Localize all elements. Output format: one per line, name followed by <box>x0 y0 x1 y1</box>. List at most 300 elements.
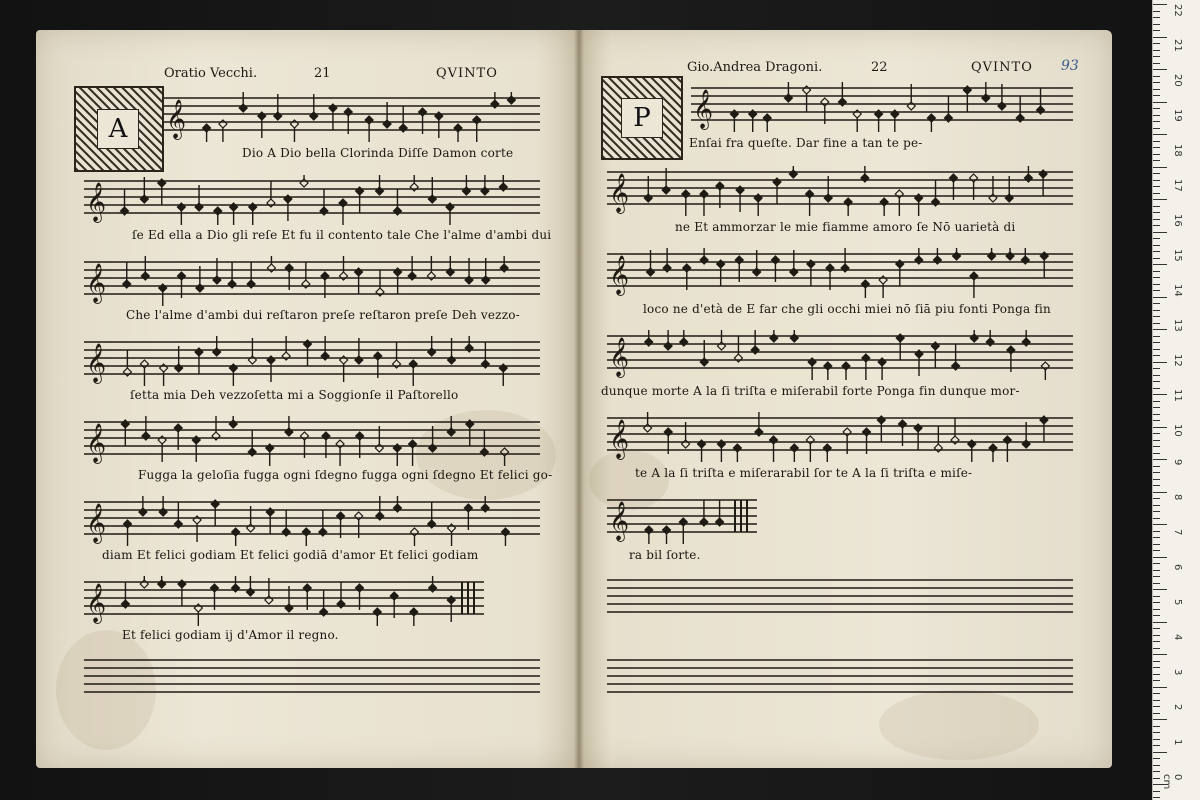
note <box>267 181 275 207</box>
ruler-number: 20 <box>1172 74 1183 87</box>
note <box>1021 248 1029 264</box>
ruler-tick <box>1153 654 1167 655</box>
note <box>716 500 724 526</box>
ruler-tick <box>1153 667 1160 668</box>
initial-letter: A <box>97 109 139 149</box>
note <box>499 364 507 386</box>
note <box>321 336 329 360</box>
note <box>355 268 363 294</box>
note <box>751 330 759 354</box>
decorated-initial-p <box>601 76 683 160</box>
ruler-tick <box>1153 440 1160 441</box>
note <box>932 180 940 206</box>
lyric-line: ne Et ammorzar le mie fiamme amoro ſe Nō uarietà di <box>675 220 1016 234</box>
note <box>841 248 849 272</box>
ruler-tick <box>1153 167 1167 168</box>
note <box>968 440 976 462</box>
note <box>248 430 256 456</box>
note <box>808 358 816 380</box>
note <box>663 526 671 544</box>
note <box>500 256 508 272</box>
note <box>986 330 994 346</box>
lyric-line: Che l'alme d'ambi dui reſtaron preſe reſtaron preſe Deh vezzo- <box>126 308 520 322</box>
ruler-tick <box>1153 63 1160 64</box>
note <box>319 510 327 536</box>
note <box>499 175 507 191</box>
note <box>356 187 364 213</box>
note <box>1024 166 1032 182</box>
note <box>807 260 815 286</box>
note <box>700 190 708 216</box>
note <box>123 350 131 376</box>
svg-text:𝄞: 𝄞 <box>609 419 630 459</box>
note <box>229 364 237 386</box>
note <box>290 120 298 142</box>
note <box>879 276 887 298</box>
note <box>195 348 203 374</box>
ruler-tick <box>1153 316 1160 317</box>
ruler-number: 10 <box>1172 424 1183 437</box>
lyric-line: Et felici godiam ij d'Amor il regno. <box>122 628 339 642</box>
ruler-tick <box>1153 128 1160 129</box>
ruler-tick <box>1153 394 1167 395</box>
ruler-tick <box>1153 557 1167 558</box>
note <box>679 518 687 544</box>
left-page-number: 21 <box>314 66 331 81</box>
note <box>507 92 515 104</box>
ruler-tick <box>1153 362 1167 363</box>
note <box>944 96 952 122</box>
note <box>790 444 798 462</box>
note <box>230 203 238 225</box>
measurement-ruler <box>1152 0 1200 800</box>
note <box>160 364 168 386</box>
ruler-tick <box>1153 589 1167 590</box>
note <box>951 418 959 444</box>
music-staff <box>84 576 484 626</box>
ruler-tick <box>1153 37 1167 38</box>
ruler-tick <box>1153 518 1160 519</box>
note <box>124 520 132 546</box>
note <box>194 604 202 626</box>
ruler-tick <box>1153 544 1160 545</box>
ruler-tick <box>1153 349 1160 350</box>
ruler-tick <box>1153 791 1160 792</box>
note <box>501 528 509 546</box>
ruler-tick <box>1153 271 1160 272</box>
ruler-tick <box>1153 752 1167 753</box>
ruler-tick <box>1153 446 1160 447</box>
note <box>339 256 347 280</box>
note <box>428 336 436 356</box>
note <box>733 444 741 462</box>
note <box>158 179 166 205</box>
note <box>878 358 886 380</box>
note <box>481 496 489 512</box>
note <box>838 82 846 106</box>
ruler-tick <box>1153 537 1160 538</box>
note <box>429 576 437 592</box>
ruler-tick <box>1153 765 1160 766</box>
ruler-tick <box>1153 50 1160 51</box>
left-page <box>36 30 579 768</box>
ruler-tick <box>1153 186 1160 187</box>
ruler-tick <box>1153 108 1160 109</box>
ruler-tick <box>1153 615 1160 616</box>
note <box>895 190 903 216</box>
ruler-tick <box>1153 732 1160 733</box>
note <box>988 248 996 260</box>
note <box>393 189 401 215</box>
right-page <box>579 30 1112 768</box>
note <box>304 340 312 366</box>
ruler-tick <box>1153 531 1160 532</box>
note <box>393 444 401 466</box>
note <box>481 175 489 195</box>
note <box>447 416 455 436</box>
note <box>376 270 384 296</box>
ruler-tick <box>1153 355 1160 356</box>
note <box>214 207 222 225</box>
ruler-number: 5 <box>1172 599 1183 606</box>
ruler-tick <box>1153 30 1160 31</box>
right-composer: Gio.Andrea Dragoni. <box>687 60 823 75</box>
note <box>1006 248 1014 260</box>
ruler-number: 14 <box>1172 284 1183 297</box>
music-staff <box>607 412 1073 462</box>
note <box>258 112 266 138</box>
handwritten-folio-number: 93 <box>1061 58 1079 74</box>
note <box>192 436 200 462</box>
note <box>717 330 725 350</box>
note <box>645 526 653 544</box>
note <box>410 608 418 626</box>
note <box>952 344 960 370</box>
ruler-tick <box>1153 414 1160 415</box>
note <box>302 262 310 288</box>
svg-text:𝄞: 𝄞 <box>86 343 107 383</box>
open-music-book <box>36 30 1112 768</box>
note <box>320 590 328 616</box>
ruler-tick <box>1153 329 1167 330</box>
note <box>446 256 454 276</box>
note <box>1016 96 1024 122</box>
ruler-tick <box>1153 719 1167 720</box>
svg-text:𝄞: 𝄞 <box>86 503 107 543</box>
ruler-tick <box>1153 420 1160 421</box>
note <box>249 203 257 225</box>
ruler-tick <box>1153 82 1160 83</box>
note <box>466 420 474 446</box>
note <box>228 262 236 288</box>
note <box>446 203 454 225</box>
note <box>285 416 293 436</box>
ruler-tick <box>1153 479 1160 480</box>
note <box>462 175 470 195</box>
note <box>717 260 725 286</box>
note <box>178 580 186 606</box>
ruler-number: 22 <box>1172 4 1183 17</box>
note <box>302 528 310 546</box>
ruler-number: 13 <box>1172 319 1183 332</box>
ruler-tick <box>1153 622 1167 623</box>
note <box>121 189 129 215</box>
music-staff <box>607 166 1073 216</box>
note <box>340 356 348 382</box>
ruler-tick <box>1153 498 1160 499</box>
note <box>247 262 255 288</box>
svg-text:𝄞: 𝄞 <box>86 423 107 463</box>
note <box>282 336 290 360</box>
lyric-line: ra bil ſorte. <box>629 548 701 562</box>
note <box>232 528 240 546</box>
ruler-tick <box>1153 264 1167 265</box>
ruler-number: 7 <box>1172 529 1183 536</box>
ruler-tick <box>1153 466 1160 467</box>
initial-letter: P <box>621 98 663 138</box>
ruler-tick <box>1153 388 1160 389</box>
ruler-tick <box>1153 134 1167 135</box>
music-staff <box>84 496 540 546</box>
note <box>970 272 978 298</box>
ruler-tick <box>1153 95 1160 96</box>
svg-text:𝄞: 𝄞 <box>166 99 187 139</box>
ruler-tick <box>1153 56 1160 57</box>
note <box>664 330 672 350</box>
ruler-tick <box>1153 648 1160 649</box>
note <box>803 86 811 112</box>
note <box>427 256 435 280</box>
note <box>1022 330 1030 346</box>
ruler-tick <box>1153 472 1160 473</box>
ruler-tick <box>1153 771 1160 772</box>
note <box>700 248 708 264</box>
music-staff <box>607 330 1073 380</box>
note <box>282 510 290 536</box>
note <box>473 116 481 142</box>
ruler-number: 0 cm <box>1161 774 1183 790</box>
ruler-tick <box>1153 212 1160 213</box>
note <box>159 284 167 306</box>
note <box>501 448 509 466</box>
svg-text:𝄞: 𝄞 <box>609 337 630 377</box>
ruler-tick <box>1153 199 1167 200</box>
note <box>663 248 671 272</box>
note <box>982 82 990 102</box>
note <box>213 336 221 356</box>
note <box>336 440 344 466</box>
ruler-tick <box>1153 427 1167 428</box>
note <box>121 420 129 446</box>
ruler-tick <box>1153 69 1167 70</box>
note <box>784 82 792 102</box>
note <box>896 334 904 360</box>
empty-staff <box>607 654 1073 704</box>
ruler-number: 16 <box>1172 214 1183 227</box>
note <box>755 412 763 436</box>
music-staff <box>691 82 1073 132</box>
note <box>246 576 254 596</box>
ruler-tick <box>1153 245 1160 246</box>
ruler-tick <box>1153 570 1160 571</box>
note <box>862 354 870 380</box>
ruler-tick <box>1153 797 1160 798</box>
note <box>717 440 725 462</box>
ruler-number: 6 <box>1172 564 1183 571</box>
note <box>770 330 778 342</box>
note <box>229 416 237 428</box>
note <box>448 524 456 546</box>
ruler-number: 8 <box>1172 494 1183 501</box>
right-voice-part: QVINTO <box>971 60 1033 75</box>
note <box>915 248 923 264</box>
note <box>700 500 708 526</box>
note <box>763 114 771 132</box>
music-staff <box>84 256 540 306</box>
ruler-tick <box>1153 310 1160 311</box>
ruler-tick <box>1153 232 1167 233</box>
note <box>139 496 147 516</box>
ruler-tick <box>1153 297 1167 298</box>
ruler-tick <box>1153 219 1160 220</box>
note <box>989 444 997 462</box>
ruler-tick <box>1153 511 1160 512</box>
note <box>393 342 401 368</box>
ruler-tick <box>1153 563 1160 564</box>
ruler-tick <box>1153 115 1160 116</box>
note <box>393 496 401 512</box>
note <box>853 110 861 132</box>
ruler-tick <box>1153 778 1160 779</box>
lyric-line: Enſai fra queſte. Dar fine a tan te pe- <box>689 136 923 150</box>
lyric-line: Dio A Dio bella Clorinda Diſſe Damon corte <box>242 146 514 160</box>
note <box>266 508 274 534</box>
note <box>1003 436 1011 462</box>
ruler-tick <box>1153 407 1160 408</box>
note <box>842 362 850 380</box>
note <box>915 194 923 216</box>
ruler-tick <box>1153 76 1160 77</box>
ruler-tick <box>1153 180 1160 181</box>
ruler-tick <box>1153 459 1167 460</box>
ruler-number: 2 <box>1172 704 1183 711</box>
ruler-tick <box>1153 706 1160 707</box>
ruler-tick <box>1153 225 1160 226</box>
note <box>141 256 149 280</box>
note <box>410 528 418 546</box>
ruler-tick <box>1153 303 1160 304</box>
note <box>891 110 899 132</box>
note <box>481 342 489 368</box>
lyric-line: diam Et felici godiam Et felici godiā d'amor Et felici godiam <box>102 548 479 562</box>
note <box>875 110 883 132</box>
note <box>644 412 652 432</box>
lyric-line: te A la ſi triſta e miſerarabil ſor te A la ſi triſta e miſe- <box>635 466 973 480</box>
note <box>806 436 814 462</box>
note <box>266 444 274 466</box>
ruler-number: 18 <box>1172 144 1183 157</box>
ruler-tick <box>1153 745 1160 746</box>
note <box>158 576 166 588</box>
empty-staff <box>84 654 540 704</box>
ruler-tick <box>1153 4 1167 5</box>
note <box>754 194 762 216</box>
ruler-number: 12 <box>1172 354 1183 367</box>
note <box>877 416 885 442</box>
ruler-tick <box>1153 11 1160 12</box>
note <box>806 190 814 216</box>
ruler-tick <box>1153 368 1160 369</box>
note <box>934 426 942 452</box>
note <box>203 124 211 142</box>
note <box>365 116 373 142</box>
note <box>645 330 653 346</box>
ruler-tick <box>1153 453 1160 454</box>
note <box>773 178 781 204</box>
ruler-tick <box>1153 160 1160 161</box>
note <box>465 336 473 352</box>
note <box>931 342 939 368</box>
ruler-tick <box>1153 576 1160 577</box>
music-staff <box>84 416 540 466</box>
ruler-tick <box>1153 277 1160 278</box>
note <box>953 248 961 260</box>
ruler-tick <box>1153 713 1160 714</box>
note <box>394 268 402 294</box>
right-page-number: 22 <box>871 60 888 75</box>
music-staff <box>84 175 540 225</box>
note <box>428 502 436 528</box>
note <box>329 104 337 130</box>
note <box>1037 88 1045 114</box>
note <box>211 500 219 526</box>
note <box>824 362 832 380</box>
lyric-line: ſetta mia Deh vezzoſetta mi a Soggionſe il Paſtorello <box>130 388 459 402</box>
ruler-tick <box>1153 238 1160 239</box>
svg-text:𝄞: 𝄞 <box>693 89 714 129</box>
ruler-tick <box>1153 726 1160 727</box>
ruler-tick <box>1153 206 1160 207</box>
ruler-number: 17 <box>1172 179 1183 192</box>
note <box>435 112 443 138</box>
ruler-tick <box>1153 524 1167 525</box>
ruler-tick <box>1153 193 1160 194</box>
note <box>736 186 744 212</box>
book-gutter <box>574 30 584 768</box>
note <box>158 436 166 462</box>
note <box>933 248 941 264</box>
note <box>861 166 869 182</box>
empty-staff <box>607 574 1073 624</box>
note <box>963 86 971 112</box>
note <box>219 120 227 142</box>
note <box>376 175 384 195</box>
ruler-number: 1 <box>1172 739 1183 746</box>
note <box>447 596 455 622</box>
note <box>680 330 688 346</box>
ruler-tick <box>1153 102 1167 103</box>
lyric-line: ſe Ed ella a Dio gli reſe Et fu il contento tale Che l'alme d'ambi dui <box>132 228 552 242</box>
ruler-tick <box>1153 661 1160 662</box>
note <box>749 110 757 132</box>
note <box>399 106 407 132</box>
svg-text:𝄞: 𝄞 <box>609 173 630 213</box>
note <box>121 582 129 608</box>
note <box>140 360 148 386</box>
lyric-line: Fugga la geloſia fugga ogni ſdegno fugga ogni ſdegno Et felici go- <box>138 468 553 482</box>
note <box>408 256 416 280</box>
note <box>177 203 185 225</box>
